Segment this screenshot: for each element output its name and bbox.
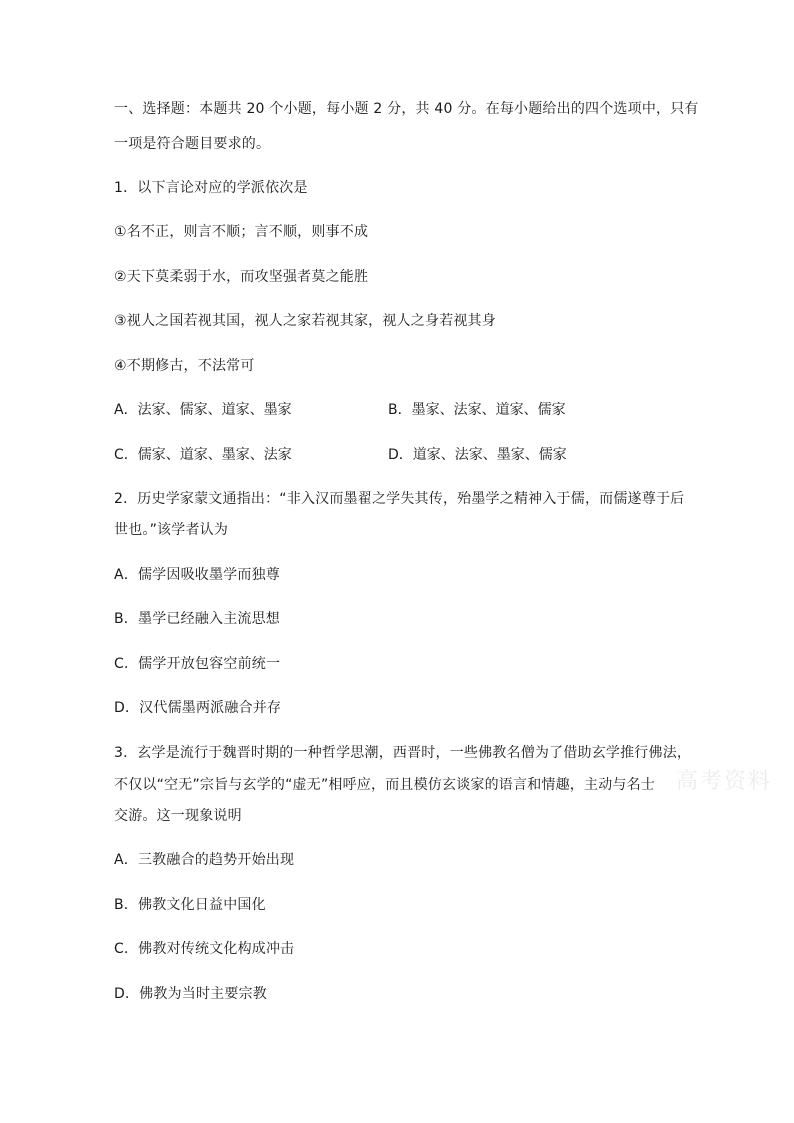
q1-option-c: C．儒家、道家、墨家、法家 <box>114 447 292 463</box>
q3-option-a: A．三教融合的趋势开始出现 <box>114 852 295 868</box>
watermark: 高考资料 <box>676 769 773 794</box>
q2-option-c: C．儒学开放包容空前统一 <box>114 656 281 672</box>
q2-option-a: A．儒学因吸收墨学而独尊 <box>114 567 280 583</box>
q1-statement-3: ③视人之国若视其国，视人之家若视其家，视人之身若视其身 <box>114 313 496 329</box>
q3-stem-line-1: 3．玄学是流行于魏晋时期的一种哲学思潮，西晋时，一些佛教名僧为了借助玄学推行佛法， <box>114 745 692 761</box>
section-heading-line-2: 一项是符合题目要求的。 <box>114 136 271 152</box>
q2-option-b: B．墨学已经融入主流思想 <box>114 611 281 627</box>
q2-stem-line-1: 2．历史学家蒙文通指出：“非入汉而墨翟之学失其传，殆墨学之精神入于儒，而儒遂尊于后 <box>114 491 685 507</box>
q1-stem: 1．以下言论对应的学派依次是 <box>114 180 308 196</box>
q1-statement-2: ②天下莫柔弱于水，而攻坚强者莫之能胜 <box>114 269 369 285</box>
q3-stem-line-3: 交游。这一现象说明 <box>114 808 242 824</box>
q1-statement-4: ④不期修古，不法常可 <box>114 358 255 374</box>
q3-stem-line-2: 不仅以“空无”宗旨与玄学的“虚无”相呼应，而且模仿玄谈家的语言和情趣，主动与名士 <box>114 777 656 793</box>
q3-option-b: B．佛教文化日益中国化 <box>114 897 266 913</box>
q1-option-b: B．墨家、法家、道家、儒家 <box>388 402 566 418</box>
section-heading-line-1: 一、选择题：本题共 20 个小题，每小题 2 分，共 40 分。在每小题给出的四个选项中，只有 <box>114 101 699 117</box>
q3-option-d: D．佛教为当时主要宗教 <box>114 986 267 1002</box>
q2-option-d: D．汉代儒墨两派融合并存 <box>114 700 282 716</box>
q2-stem-line-2: 世也。”该学者认为 <box>114 522 229 538</box>
q1-option-a: A．法家、儒家、道家、墨家 <box>114 402 292 418</box>
q1-option-d: D．道家、法家、墨家、儒家 <box>388 447 567 463</box>
q3-option-c: C．佛教对传统文化构成冲击 <box>114 941 295 957</box>
q1-statement-1: ①名不正，则言不顺；言不顺，则事不成 <box>114 224 369 240</box>
